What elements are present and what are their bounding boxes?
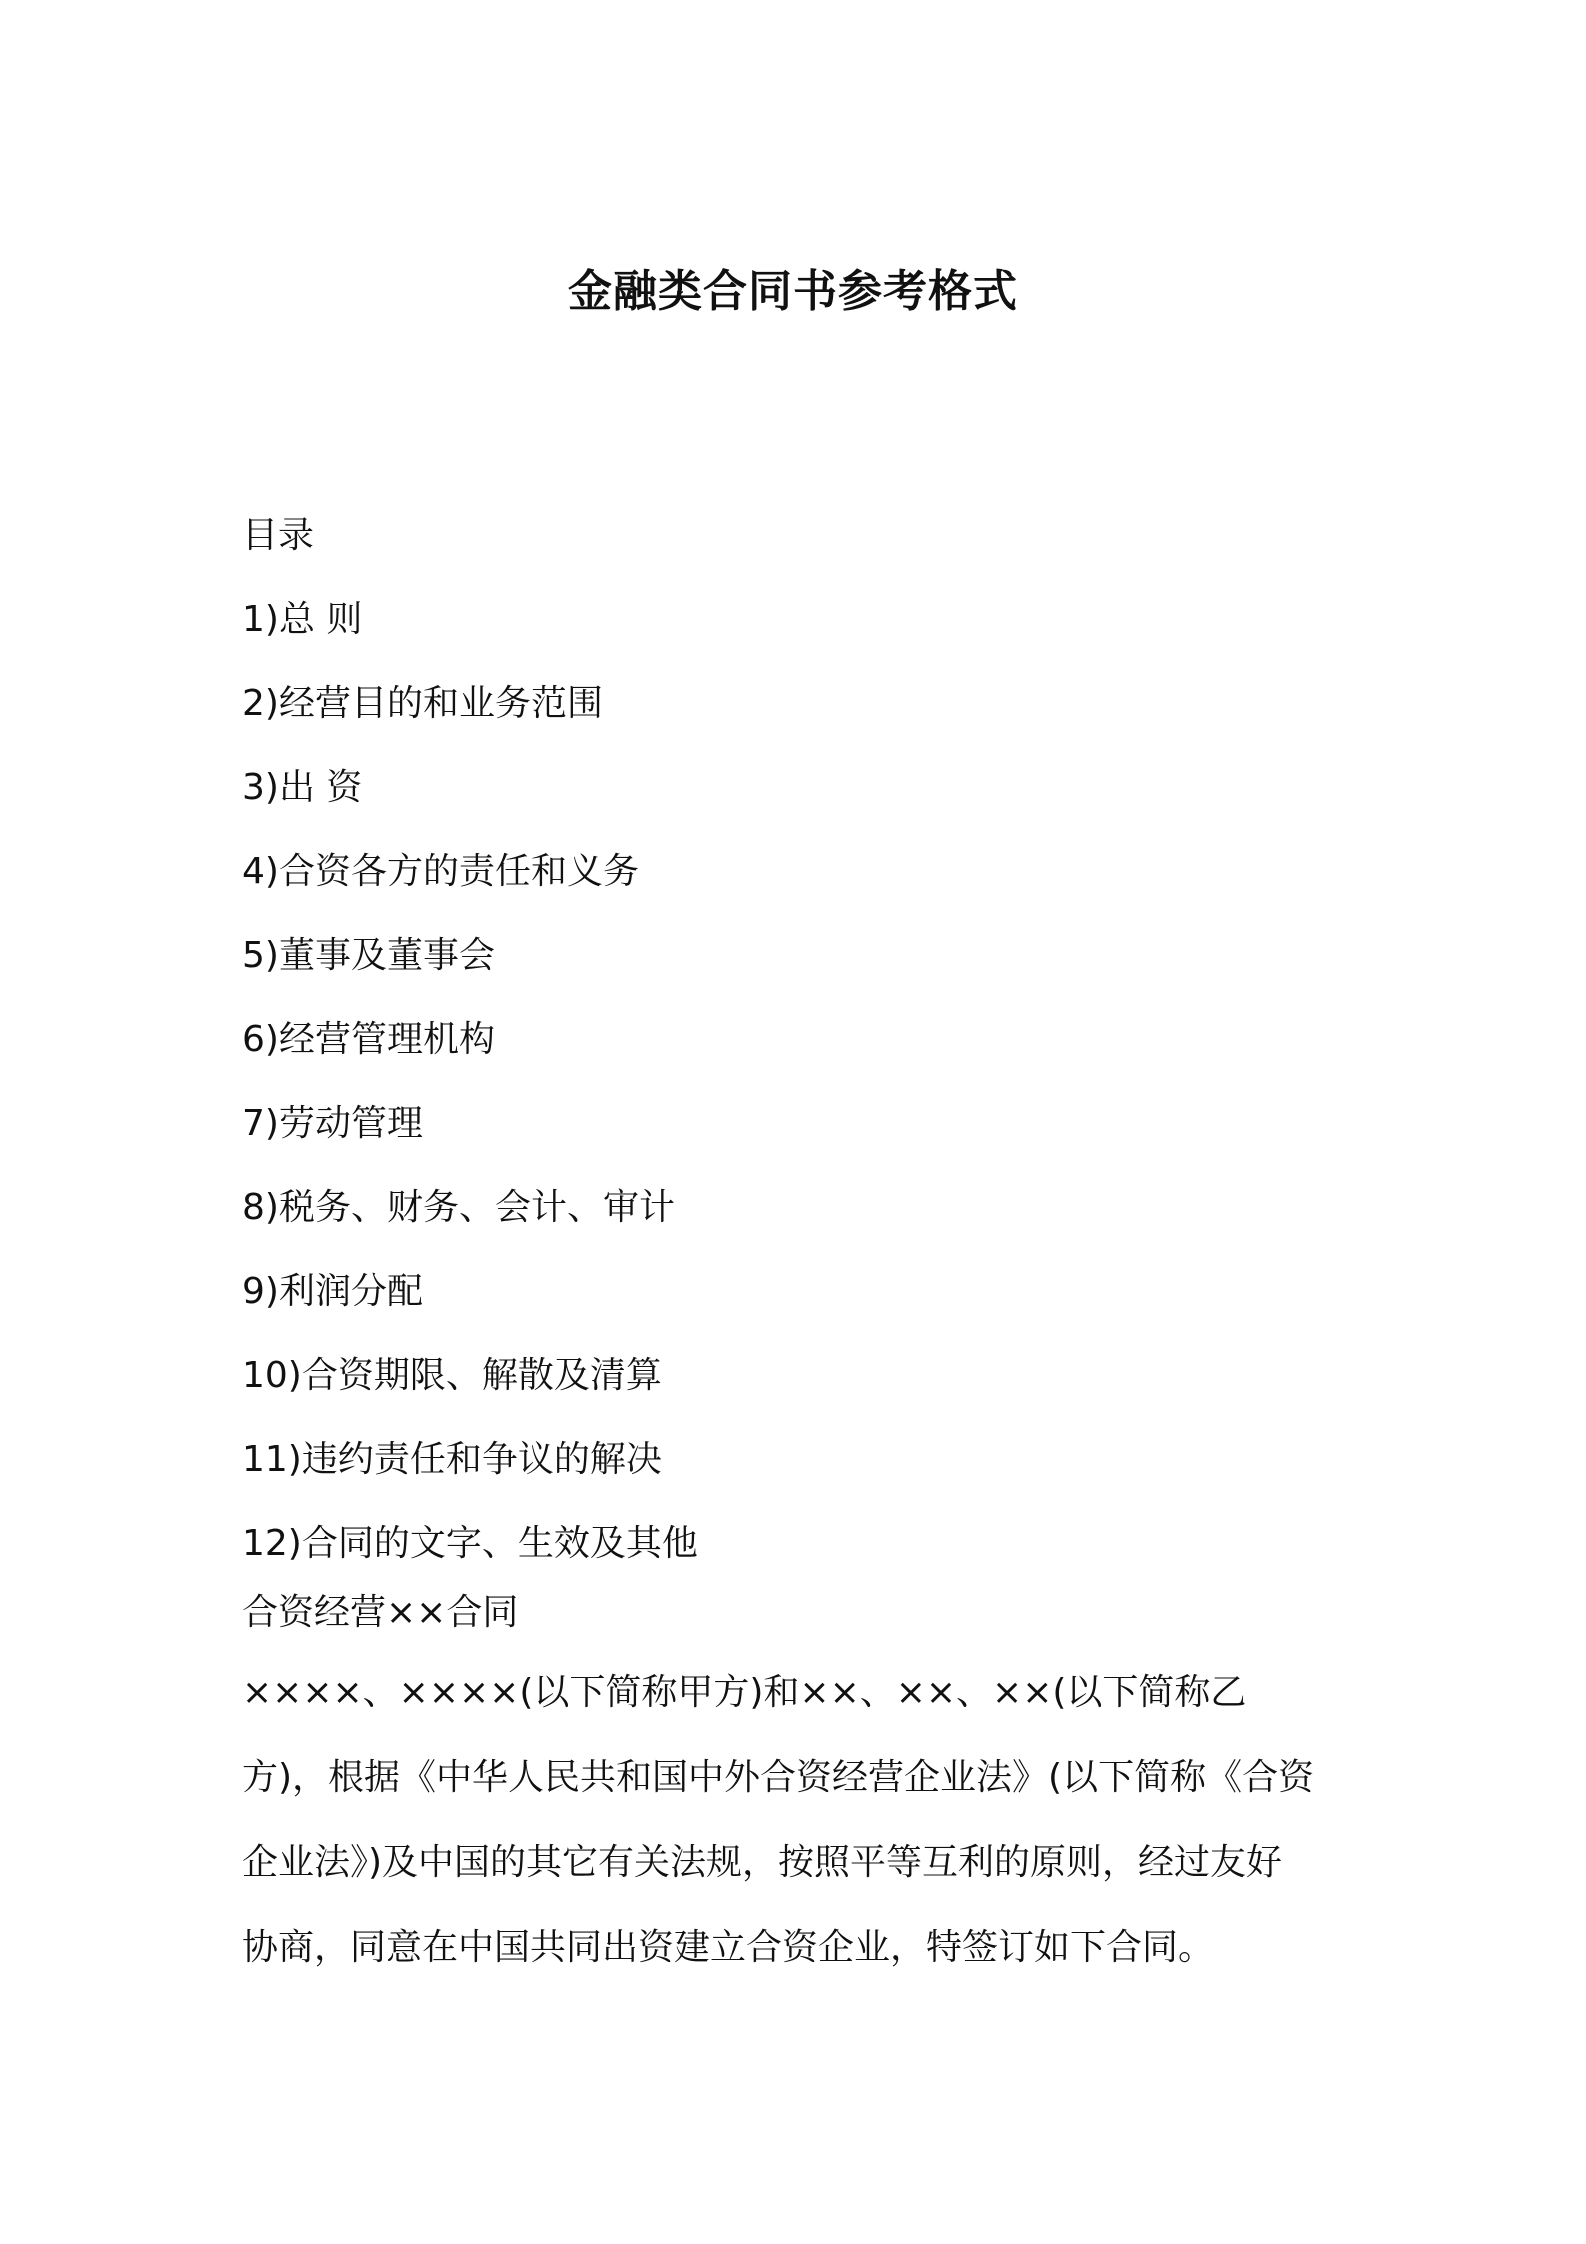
preamble-line: ××××、××××(以下简称甲方)和××、××、××(以下简称乙 [242, 1672, 1247, 1713]
toc-item: 10)合资期限、解散及清算 [242, 1355, 662, 1396]
toc-item: 6)经营管理机构 [242, 1019, 495, 1060]
toc-item: 2)经营目的和业务范围 [242, 683, 603, 724]
toc-item: 11)违约责任和争议的解决 [242, 1439, 662, 1480]
document-title: 金融类合同书参考格式 [568, 266, 1018, 317]
toc-heading: 目录 [242, 515, 315, 556]
toc-item: 8)税务、财务、会计、审计 [242, 1187, 675, 1228]
contract-title: 合资经营××合同 [242, 1592, 519, 1633]
toc-item: 4)合资各方的责任和义务 [242, 851, 639, 892]
toc-item: 12)合同的文字、生效及其他 [242, 1523, 698, 1564]
toc-item: 3)出 资 [242, 767, 363, 808]
contract-preamble [242, 1650, 1362, 1990]
preamble-line: 协商，同意在中国共同出资建立合资企业，特签订如下合同。 [242, 1927, 1215, 1968]
table-of-contents [242, 494, 1362, 1586]
preamble-line: 方)，根据《中华人民共和国中外合资经营企业法》(以下简称《合资 [242, 1757, 1315, 1798]
toc-item: 1)总 则 [242, 599, 363, 640]
toc-item: 5)董事及董事会 [242, 935, 495, 976]
toc-item: 7)劳动管理 [242, 1103, 423, 1144]
preamble-line: 企业法》)及中国的其它有关法规，按照平等互利的原则，经过友好 [242, 1842, 1283, 1883]
toc-item: 9)利润分配 [242, 1271, 423, 1312]
